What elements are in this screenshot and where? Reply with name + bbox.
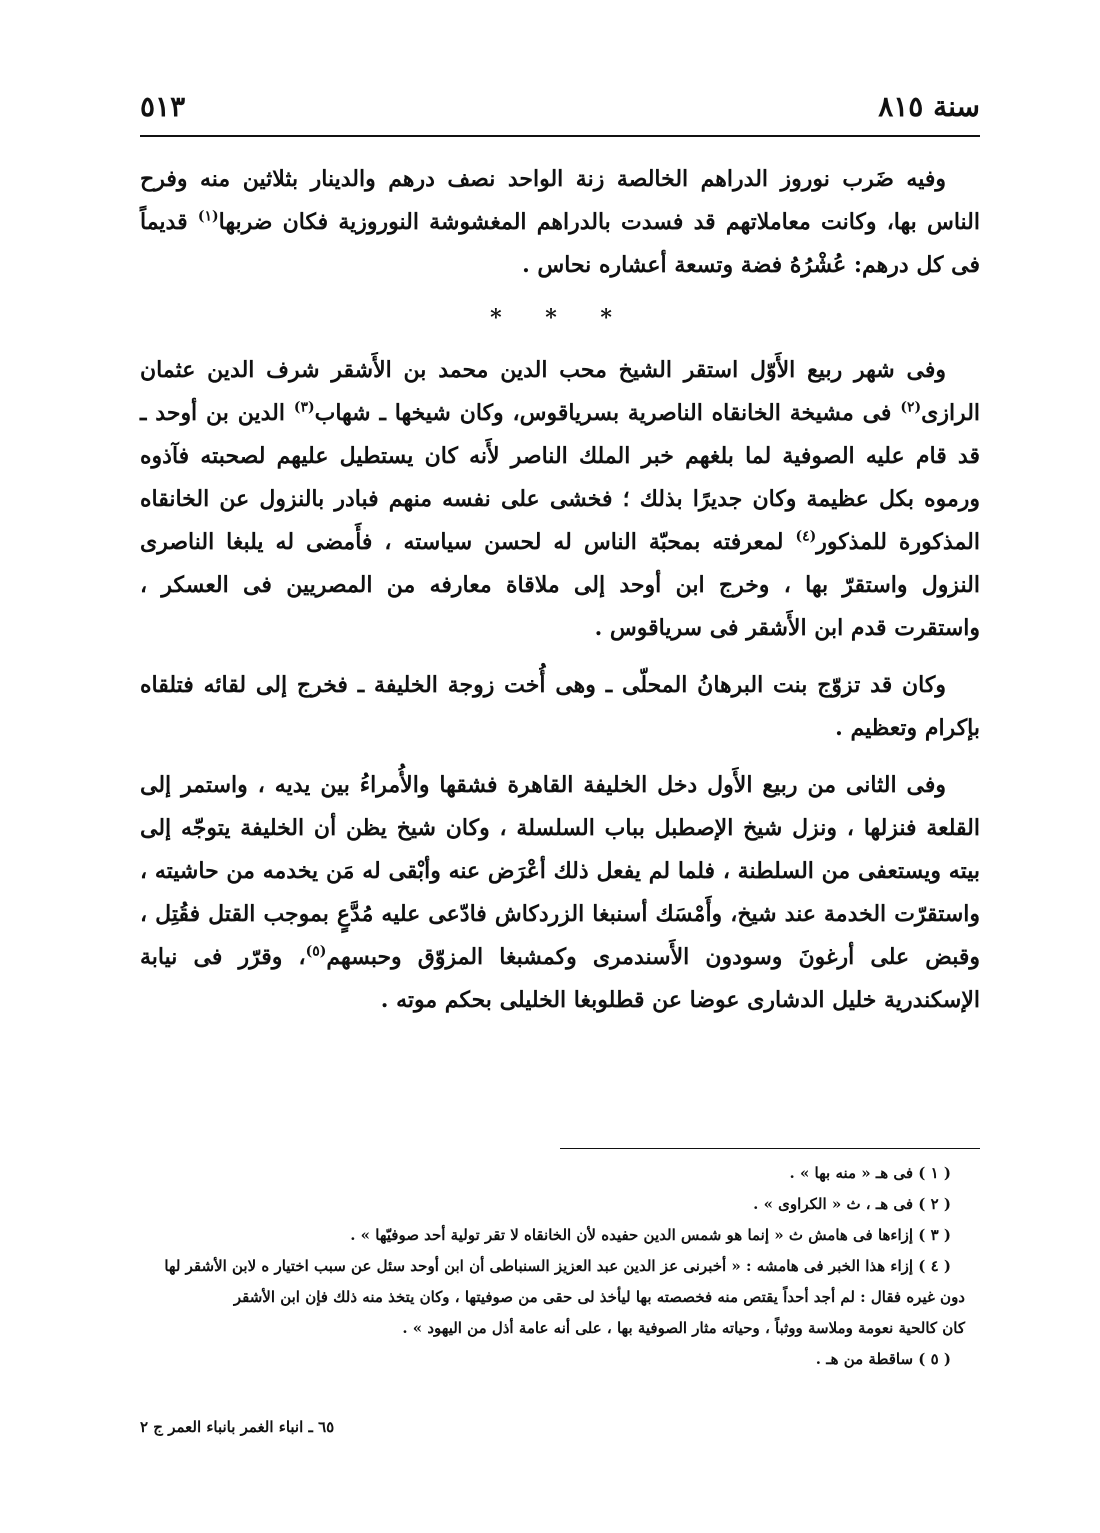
paragraph-3: وكان قد تزوّج بنت البرهانُ المحلّى ـ وهى أُخت زوجة الخليفة ـ فخرج إلى لقائه فتلقاه بإكرام وتعظيم . [140,672,980,741]
section-separator: * * * [490,305,630,331]
footnote-ref-4: (٤) [795,528,817,545]
main-text [140,158,980,1036]
page-header [140,86,980,132]
paragraph-2-text-c: الدين بن أوحد ـ قد قام عليه الصوفية لما بلغهم خبر الملك الناصر لأَنه كان يستطيل عليهم لصحبته فآذوه ورموه بكل عظيمة وكان جديرًا بذلك ؛ فخشى على نفسه منهم فبادر بالنزول عن الخانقاه المذكورة للمذكور [140,400,980,555]
footnote-4-continued-1: دون غيره فقال : لم أجد أحداً يقتص منه فخصصته بها ليأخذ لى حقى من صوفيتها ، وكان يتخذ منه ذلك فإن ابن الأشقر [233,1288,965,1306]
footnote-3: ( ٣ ) إزاءها فى هامش ث « إنما هو شمس الدين حفيده لأن الخانقاه لا تقر تولية أحد صوفيّها » . [350,1226,951,1244]
paragraph-2-text-b: فى مشيخة الخانقاه الناصرية بسرياقوس، وكان شيخها ـ شهاب [314,400,892,426]
footnotes [164,1158,965,1375]
paragraph-4-text-a: وفى الثانى من ربيع الأَول دخل الخليفة القاهرة فشقها والأُمراءُ بين يديه ، واستمر إلى القلعة فنزلها ، ونزل شيخ الإصطبل بباب السلسلة ، وكان شيخ يظن أن الخليفة يتوجّه إلى بيته ويستعفى من السلطنة ، فلما لم يفعل ذلك أعْرَض عنه وأبْقى له مَن يخدمه من حاشيته ، واستقرّت الخدمة عند شيخ، وأَمْسَك أسنبغا الزردكاش فادّعى عليه مُدَّعٍ بموجب القتل فقُتِل ، وقبض على أرغونَ وسودون الأَسندمرى وكمشبغا المزوّق وحبسهم [140,772,980,970]
footnote-ref-2: (٢) [900,399,922,416]
running-title: سنة ٨١٥ [878,90,980,123]
paragraph-2-text-a: وفى شهر ربيع الأَوّل استقر الشيخ محب الدين محمد بن الأَشقر شرف الدين عثمان الرازى [140,357,981,426]
footnote-5: ( ٥ ) ساقطة من هـ . [815,1350,951,1368]
paragraph-2-text-d: لمعرفته بمحبّة الناس له لحسن سياسته ، فأَمضى له يلبغا الناصرى النزول واستقرّ بها ، وخرج ابن أوحد إلى ملاقاة معارفه من المصريين فى العسكر ، واستقرت قدم ابن الأَشقر فى سرياقوس . [140,529,980,641]
footnote-ref-5: (٥) [305,943,327,960]
footnote-2: ( ٢ ) فى هـ ، ث « الكراوى » . [753,1195,951,1213]
signature-line: ٦٥ ـ انباء الغمر بانباء العمر ج ٢ [140,1418,335,1436]
paragraph-1 [140,158,980,287]
footnote-1: ( ١ ) فى هـ « منه بها » . [789,1164,951,1182]
paragraph-2 [140,349,980,650]
footnote-rule [560,1148,980,1149]
header-rule [140,135,980,137]
footnote-4: ( ٤ ) إزاء هذا الخبر فى هامشه : « أخبرنى عز الدين عبد العزيز السنباطى أن ابن أوحد سئل عن سبب اختيار ه لابن الأشقر لها [164,1257,951,1275]
footnote-ref-3: (٣) [293,399,315,416]
page-number: ٥١٣ [140,90,186,123]
footnote-4-continued-2: كان كالحية نعومة وملاسة ووثباً ، وحياته مثار الصوفية بها ، على أنه عامة أذل من اليهود » . [402,1319,965,1337]
paragraph-1-text-b: قديماً فى كل درهم: عُشْرُهُ فضة وتسعة أعشاره نحاس . [140,209,980,278]
footnote-ref-1: (١) [197,208,219,225]
paragraph-1-text-a: وفيه ضَرب نوروز الدراهم الخالصة زنة الواحد نصف درهم والدينار بثلاثين منه وفرح الناس بها، وكانت معاملاتهم قد فسدت بالدراهم المغشوشة النوروزية فكان ضربها [140,166,980,235]
paragraph-4-text-b: ، وقرّر فى نيابة الإسكندرية خليل الدشارى عوضا عن قطلوبغا الخليلى بحكم موته . [140,944,980,1013]
paragraph-4 [140,764,980,1022]
